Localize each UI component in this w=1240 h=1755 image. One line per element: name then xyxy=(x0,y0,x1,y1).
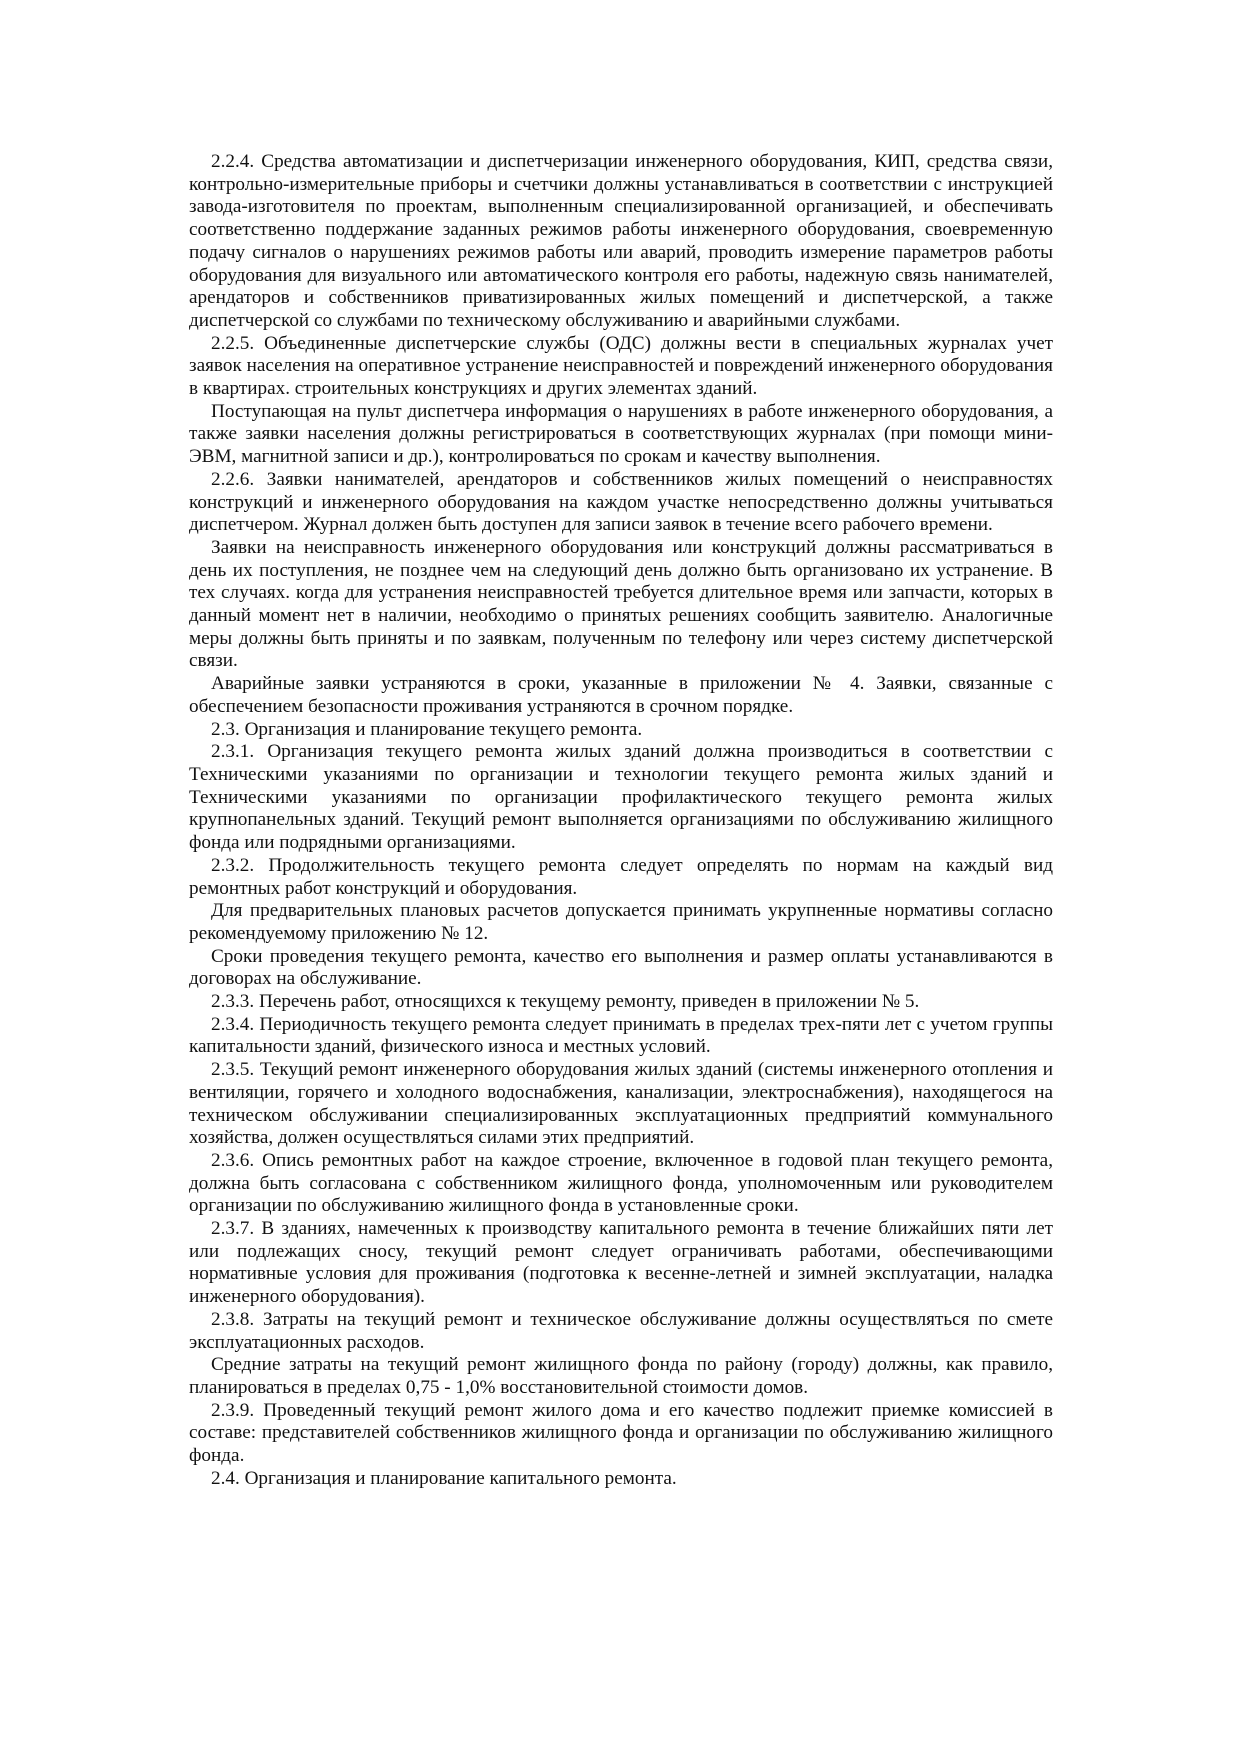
paragraph-2-2-4: 2.2.4. Средства автоматизации и диспетчеризации инженерного оборудования, КИП, средства связи, контрольно-измерительные приборы и счетчики должны устанавливаться в соответствии с инструкцией завода-изготовителя по проектам, выполненным специализированной организацией, и обеспечивать соответственно поддержание заданных режимов работы инженерного оборудования, своевременную подачу сигналов о нарушениях режимов работы или аварий, проводить измерение параметров работы оборудования для визуального или автоматического контроля его работы, надежную связь нанимателей, арендаторов и собственников приватизированных жилых помещений и диспетчерской, а также диспетчерской со службами по техническому обслуживанию и аварийными службами. xyxy=(189,151,1053,331)
section-heading-2-3: 2.3. Организация и планирование текущего ремонта. xyxy=(211,718,643,740)
paragraph-preliminary-calculations: Для предварительных плановых расчетов допускается принимать укрупненные нормативы согласно рекомендуемому приложению № 12. xyxy=(189,900,1053,944)
paragraph-2-2-5: 2.2.5. Объединенные диспетчерские службы (ОДС) должны вести в специальных журналах учет заявок населения на оперативное устранение неисправностей и повреждений инженерного оборудования в квартирах. строительных конструкциях и других элементах зданий. xyxy=(189,332,1053,400)
paragraph-2-3-9: 2.3.9. Проведенный текущий ремонт жилого дома и его качество подлежит приемке комиссией в составе: представителей собственников жилищного фонда и организации по обслуживанию жилищного фонда. xyxy=(189,1399,1053,1467)
paragraph-2-2-6: 2.2.6. Заявки нанимателей, арендаторов и собственников жилых помещений о неисправностях конструкций и инженерного оборудования на каждом участке непосредственно должны учитываться диспетчером. Журнал должен быть доступен для записи заявок в течение всего рабочего времени. xyxy=(189,468,1053,536)
paragraph-2-3-3: 2.3.3. Перечень работ, относящихся к текущему ремонту, приведен в приложении № 5. xyxy=(211,991,920,1013)
paragraph-repair-requests: Заявки на неисправность инженерного оборудования или конструкций должны рассматриваться в день их поступления, не позднее чем на следующий день должно быть организовано их устранение. В тех случаях. когда для устранения неисправностей требуется длительное время или запчасти, которых в данный момент нет в наличии, необходимо о принятых решениях сообщить заявителю. Аналогичные меры должны быть приняты и по заявкам, полученным по телефону или через систему диспетчерской связи. xyxy=(189,536,1053,672)
paragraph-dispatcher-info: Поступающая на пульт диспетчера информация о нарушениях в работе инженерного оборудования, а также заявки населения должны регистрироваться в соответствующих журналах (при помощи мини-ЭВМ, магнитной записи и др.), контролироваться по срокам и качеству выполнения. xyxy=(189,400,1053,468)
paragraph-2-3-6: 2.3.6. Опись ремонтных работ на каждое строение, включенное в годовой план текущего ремонта, должна быть согласована с собственником жилищного фонда, уполномоченным или руководителем организации по обслуживанию жилищного фонда в установленные сроки. xyxy=(189,1149,1053,1217)
paragraph-2-3-2: 2.3.2. Продолжительность текущего ремонта следует определять по нормам на каждый вид ремонтных работ конструкций и оборудования. xyxy=(189,854,1053,899)
paragraph-repair-terms: Сроки проведения текущего ремонта, качество его выполнения и размер оплаты устанавливаются в договорах на обслуживание. xyxy=(189,945,1053,990)
paragraph-2-3-7: 2.3.7. В зданиях, намеченных к производству капитального ремонта в течение ближайших пяти лет или подлежащих сносу, текущий ремонт следует ограничивать работами, обеспечивающими нормативные условия для проживания (подготовка к весенне-летней и зимней эксплуатации, наладка инженерного оборудования). xyxy=(189,1218,1053,1308)
document-body xyxy=(189,151,1053,1490)
paragraph-2-3-1: 2.3.1. Организация текущего ремонта жилых зданий должна производиться в соответствии с Техническими указаниями по организации и технологии текущего ремонта жилых зданий и Техническими указаниями по организации профилактического текущего ремонта жилых крупнопанельных зданий. Текущий ремонт выполняется организациями по обслуживанию жилищного фонда или подрядными организациями. xyxy=(189,741,1053,854)
paragraph-2-3-4: 2.3.4. Периодичность текущего ремонта следует принимать в пределах трех-пяти лет с учетом группы капитальности зданий, физического износа и местных условий. xyxy=(189,1013,1053,1058)
section-heading-2-4: 2.4. Организация и планирование капитального ремонта. xyxy=(211,1467,677,1489)
paragraph-2-3-8: 2.3.8. Затраты на текущий ремонт и техническое обслуживание должны осуществляться по смете эксплуатационных расходов. xyxy=(189,1308,1053,1353)
paragraph-average-costs: Средние затраты на текущий ремонт жилищного фонда по району (городу) должны, как правило, планироваться в пределах 0,75 - 1,0% восстановительной стоимости домов. xyxy=(189,1354,1053,1398)
paragraph-2-3-5: 2.3.5. Текущий ремонт инженерного оборудования жилых зданий (системы инженерного отопления и вентиляции, горячего и холодного водоснабжения, канализации, электроснабжения), находящегося на техническом обслуживании специализированных эксплуатационных предприятий коммунального хозяйства, должен осуществляться силами этих предприятий. xyxy=(189,1059,1053,1149)
paragraph-emergency-requests: Аварийные заявки устраняются в сроки, указанные в приложении № 4. Заявки, связанные с обеспечением безопасности проживания устраняются в срочном порядке. xyxy=(189,673,1053,717)
